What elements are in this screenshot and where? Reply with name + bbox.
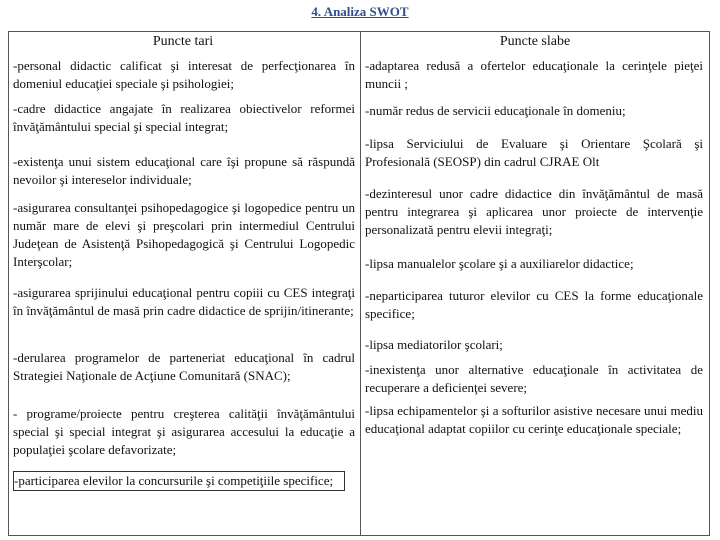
weaknesses-heading: Puncte slabe bbox=[499, 34, 571, 49]
weakness-item: -neparticiparea tuturor elevilor cu CES la forme educaţionale specifice; bbox=[365, 288, 703, 321]
weakness-item: -lipsa mediatorilor şcolari; bbox=[365, 337, 503, 352]
weakness-item: -număr redus de servicii educaţionale în domeniu; bbox=[365, 103, 626, 118]
weakness-item: -lipsa manualelor şcolare şi a auxiliarelor didactice; bbox=[365, 256, 634, 271]
strength-item: -asigurarea consultanţei psihopedagogice şi logopedice pentru un număr mare de elevi şi preşcolari prin intermediul Centrului Judeţean de Asistenţă Psihopedagogică şi Centrului Logopedic Interşcolar; bbox=[13, 200, 355, 269]
column-divider bbox=[360, 32, 361, 535]
weakness-item: -inexistenţa unor alternative educaţionale în activitatea de recuperare a deficienţei severe; bbox=[365, 362, 703, 395]
strength-item: -personal didactic calificat şi interesat de perfecţionarea în domeniul educaţiei speciale şi psihologiei; bbox=[13, 58, 355, 91]
swot-table bbox=[8, 31, 710, 536]
strength-item: -asigurarea sprijinului educaţional pentru copiii cu CES integraţi în învăţământul de masă prin cadre didactice de sprijin/itinerante; bbox=[13, 285, 355, 318]
strength-item: - programe/proiecte pentru creşterea calităţii învăţământului special şi special integrat şi asigurarea accesului la educaţie a populaţiei şcolare defavorizate; bbox=[13, 406, 355, 457]
document-title: 4. Analiza SWOT bbox=[311, 4, 409, 19]
strength-item: -cadre didactice angajate în realizarea obiectivelor reformei învăţământului special şi special integrat; bbox=[13, 101, 355, 134]
weakness-item: -lipsa Serviciului de Evaluare şi Orientare Şcolară şi Profesională (SEOSP) din cadrul CJRAE Olt bbox=[365, 136, 703, 169]
strength-item: -existenţa unui sistem educaţional care îşi propune să răspundă nevoilor şi intereselor individuale; bbox=[13, 154, 355, 187]
weakness-item: -dezinteresul unor cadre didactice din învăţământul de masă pentru integrarea şi aplicarea unor proiecte de intervenţie personalizată pentru elevii integraţi; bbox=[365, 186, 703, 237]
weakness-item: -adaptarea redusă a ofertelor educaţionale la cerinţele pieţei muncii ; bbox=[365, 58, 703, 91]
strength-item: -participarea elevilor la concursurile şi competiţiile specifice; bbox=[13, 471, 345, 491]
strength-item: -derularea programelor de parteneriat educaţional în cadrul Strategiei Naţionale de Acţiune Comunitară (SNAC); bbox=[13, 350, 355, 383]
strengths-heading: Puncte tari bbox=[152, 34, 214, 49]
weakness-item: -lipsa echipamentelor şi a softurilor asistive necesare unui mediu educaţional adaptat copiilor cu cerinţe educaţionale speciale; bbox=[365, 403, 703, 436]
